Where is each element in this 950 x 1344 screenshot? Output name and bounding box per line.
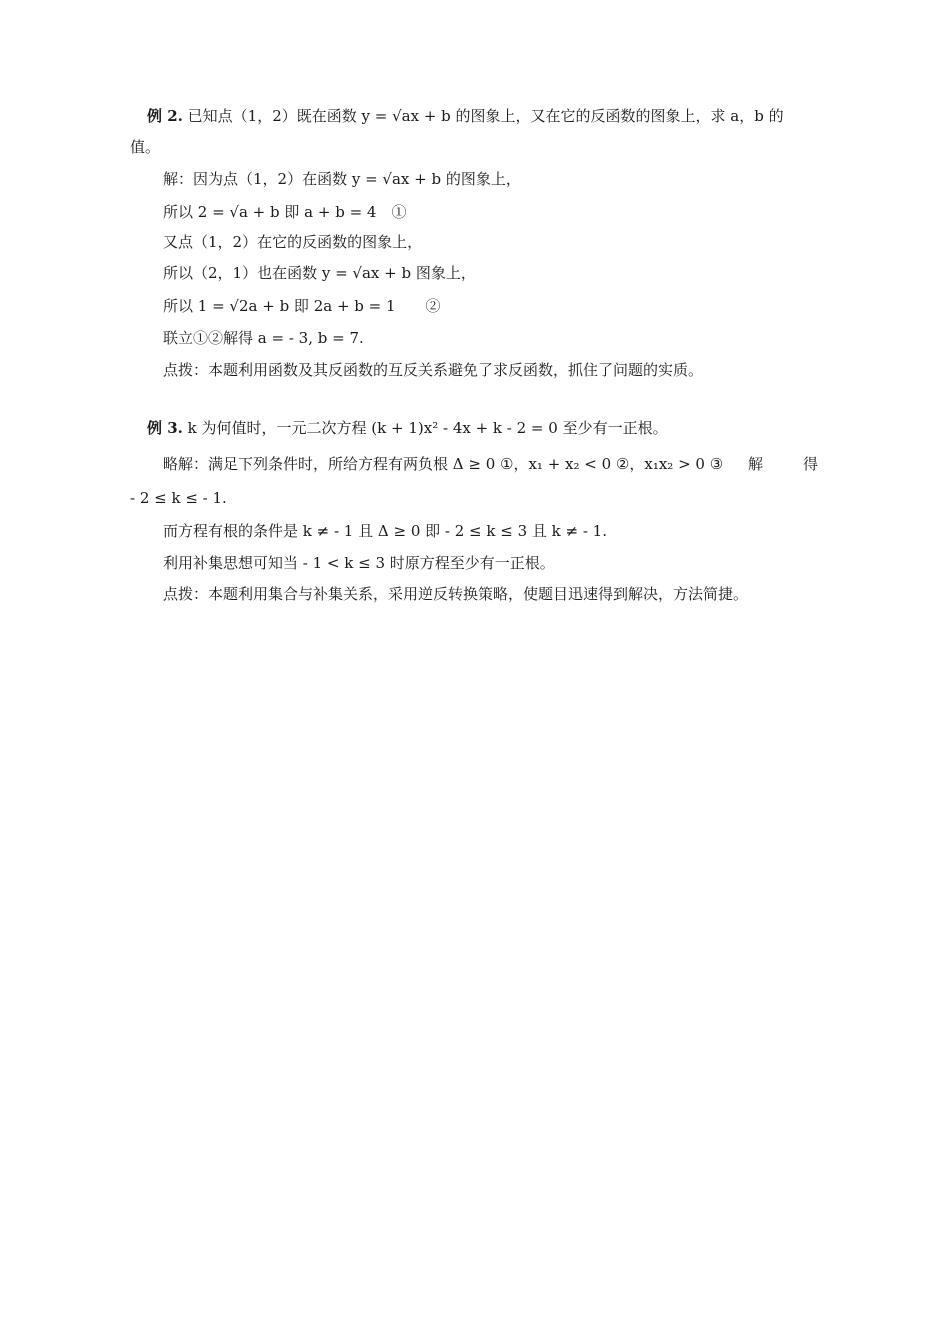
example3-solution-text: 略解：满足下列条件时，所给方程有两负根 Δ ≥ 0 ①，x₁ + x₂ < 0 ②，x₁x₂ > 0 ③ bbox=[163, 455, 724, 473]
example3-solution-de: 得 bbox=[802, 455, 818, 473]
example2-label: 例 2. bbox=[147, 107, 183, 125]
example3-solution-line1 bbox=[163, 453, 818, 475]
example3-problem-line1 bbox=[147, 417, 668, 439]
example2-solution-line1: 解：因为点（1，2）在函数 y = √ax + b 的图象上， bbox=[163, 170, 521, 188]
example3-solution-jie: 解 bbox=[747, 455, 763, 473]
example3-solution-line4: 利用补集思想可知当 - 1 < k ≤ 3 时原方程至少有一正根。 bbox=[163, 554, 555, 572]
example2-problem-text: 已知点（1，2）既在函数 y = √ax + b 的图象上，又在它的反函数的图象上，求 a，b 的 bbox=[187, 107, 784, 125]
example3-label: 例 3. bbox=[147, 419, 183, 437]
example2-solution-line6: 联立①②解得 a = - 3, b = 7. bbox=[163, 329, 364, 347]
example3-solution-trailer bbox=[748, 453, 818, 475]
example2-problem-line2: 值。 bbox=[130, 138, 161, 156]
example3-solution-line2: - 2 ≤ k ≤ - 1. bbox=[130, 489, 227, 507]
example2-solution-line4: 所以（2，1）也在函数 y = √ax + b 图象上， bbox=[163, 264, 476, 282]
example3-solution-line3: 而方程有根的条件是 k ≠ - 1 且 Δ ≥ 0 即 - 2 ≤ k ≤ 3 且 k ≠ - 1. bbox=[163, 522, 607, 540]
example2-note: 点拨：本题利用函数及其反函数的互反关系避免了求反函数，抓住了问题的实质。 bbox=[163, 361, 704, 379]
example2-solution-line5: 所以 1 = √2a + b 即 2a + b = 1 ② bbox=[163, 297, 441, 315]
example3-problem-text: k 为何值时，一元二次方程 (k + 1)x² - 4x + k - 2 = 0 至少有一正根。 bbox=[187, 419, 668, 437]
example2-solution-line2: 所以 2 = √a + b 即 a + b = 4 ① bbox=[163, 203, 407, 221]
example3-note: 点拨：本题利用集合与补集关系，采用逆反转换策略，使题目迅速得到解决，方法简捷。 bbox=[163, 585, 749, 603]
example2-solution-line3: 又点（1，2）在它的反函数的图象上， bbox=[163, 233, 423, 251]
example2-problem-line1 bbox=[147, 105, 784, 127]
